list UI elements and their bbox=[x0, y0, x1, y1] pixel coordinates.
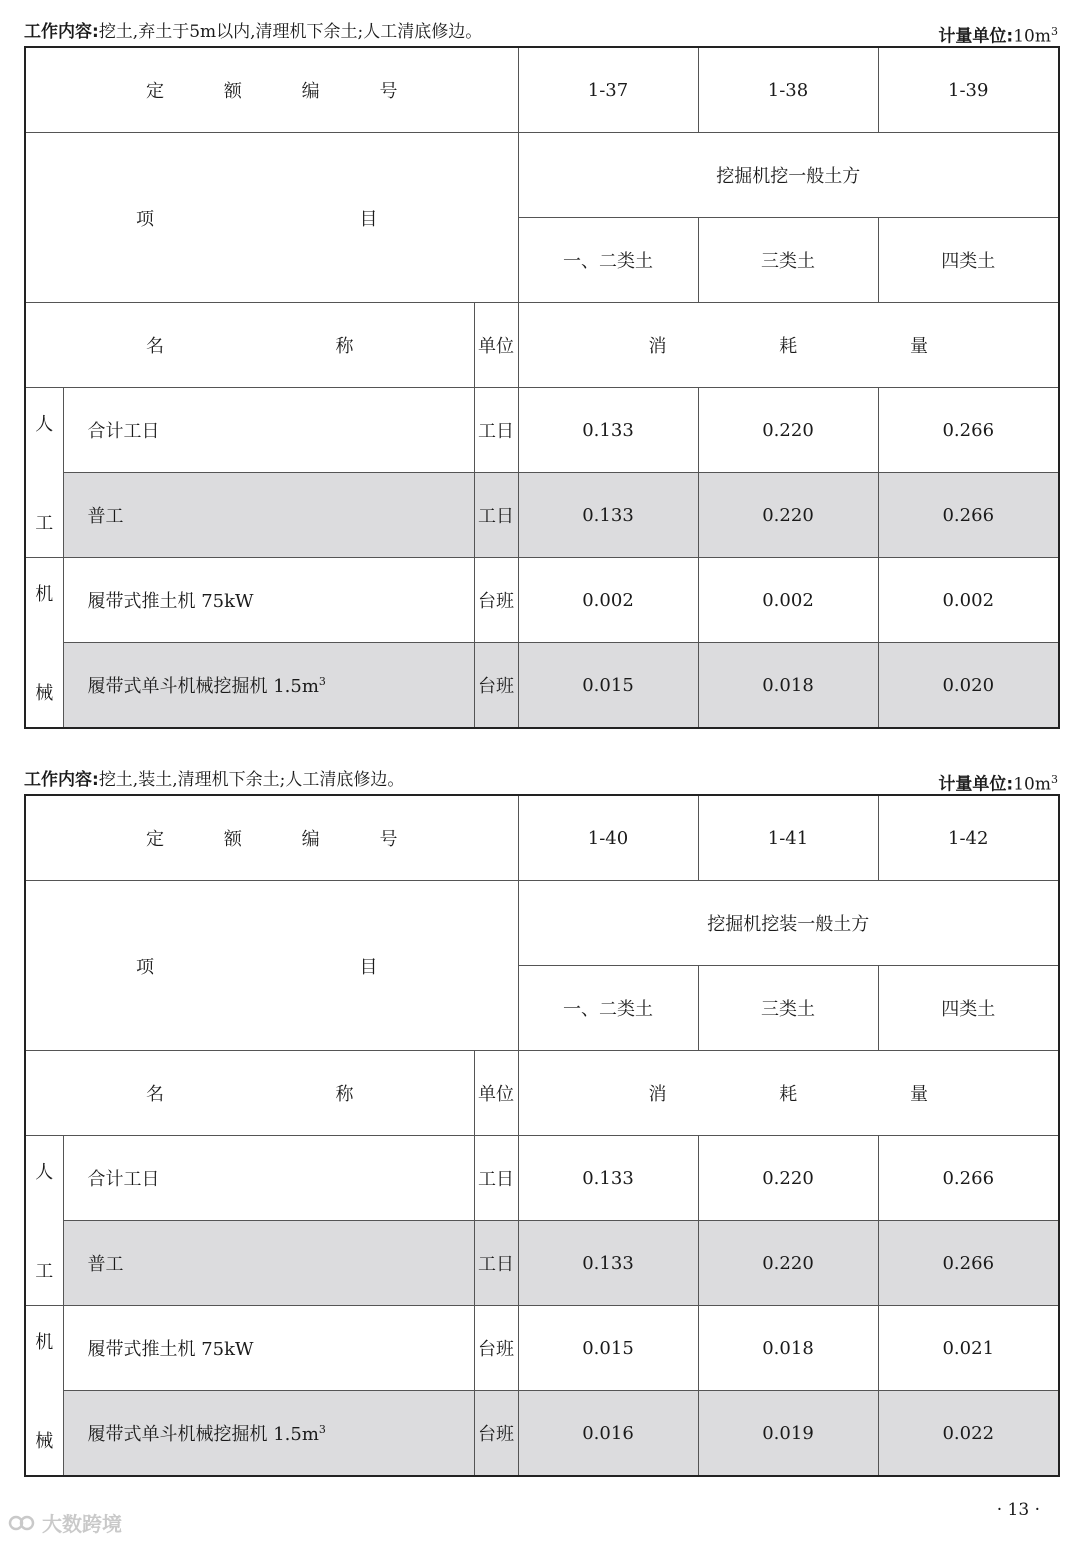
soil-type: 一、二类土 bbox=[518, 218, 698, 303]
resource-unit: 工日 bbox=[474, 473, 518, 558]
quota-code: 1-38 bbox=[698, 47, 878, 133]
group-title: 挖掘机挖一般土方 bbox=[518, 133, 1059, 218]
resource-name: 履带式单斗机械挖掘机 $1.5m^3$ bbox=[63, 1391, 474, 1477]
quota-table bbox=[24, 794, 1060, 1477]
soil-type: 三类土 bbox=[698, 218, 878, 303]
consumption-value: 0.002 bbox=[878, 558, 1059, 643]
labor-category: 人 工 bbox=[25, 1136, 63, 1306]
soil-type: 四类土 bbox=[878, 966, 1059, 1051]
quota-block-2 bbox=[24, 766, 1058, 1477]
unit-label: 计量单位: bbox=[938, 774, 1014, 795]
unit-value: 10m bbox=[1013, 26, 1051, 47]
consumption-value: 0.133 bbox=[518, 473, 698, 558]
resource-name: 履带式单斗机械挖掘机 $1.5m^3$ bbox=[63, 643, 474, 729]
consumption-value: 0.015 bbox=[518, 1306, 698, 1391]
consumption-value: 0.266 bbox=[878, 1221, 1059, 1306]
soil-type: 三类土 bbox=[698, 966, 878, 1051]
table-row bbox=[25, 473, 1059, 558]
consumption-value: 0.018 bbox=[698, 643, 878, 729]
watermark-text: 大数跨境 bbox=[42, 1512, 122, 1536]
consumption-value: 0.016 bbox=[518, 1391, 698, 1477]
consumption-value: 0.021 bbox=[878, 1306, 1059, 1391]
work-content-text: 挖土,装土,清理机下余土;人工清底修边。 bbox=[98, 770, 405, 790]
consumption-value: 0.133 bbox=[518, 1221, 698, 1306]
quota-code: 1-37 bbox=[518, 47, 698, 133]
consumption-value: 0.266 bbox=[878, 1136, 1059, 1221]
code-label-cell: 定 额 编 号 bbox=[25, 795, 518, 881]
consumption-value: 0.220 bbox=[698, 1221, 878, 1306]
unit-value: 10m bbox=[1013, 774, 1051, 795]
consumption-value: 0.220 bbox=[698, 473, 878, 558]
resource-name: 履带式推土机 75kW bbox=[63, 1306, 474, 1391]
labor-category: 人 工 bbox=[25, 388, 63, 558]
quota-code: 1-39 bbox=[878, 47, 1059, 133]
watermark bbox=[8, 1508, 122, 1537]
work-content-text: 挖土,弃土于5m以内,清理机下余土;人工清底修边。 bbox=[98, 22, 483, 42]
quota-code: 1-41 bbox=[698, 795, 878, 881]
resource-unit: 工日 bbox=[474, 1136, 518, 1221]
watermark-logo-icon bbox=[8, 1513, 36, 1533]
consumption-value: 0.002 bbox=[698, 558, 878, 643]
consumption-label-cell: 消 耗 量 bbox=[518, 1051, 1059, 1136]
resource-name: 普工 bbox=[63, 1221, 474, 1306]
table-row bbox=[25, 388, 1059, 473]
consumption-value: 0.133 bbox=[518, 388, 698, 473]
resource-unit: 台班 bbox=[474, 558, 518, 643]
unit-label: 计量单位: bbox=[938, 26, 1014, 47]
consumption-value: 0.018 bbox=[698, 1306, 878, 1391]
code-row bbox=[25, 47, 1059, 133]
resource-unit: 台班 bbox=[474, 1306, 518, 1391]
name-label-cell: 名 称 bbox=[25, 1051, 474, 1136]
consumption-value: 0.266 bbox=[878, 388, 1059, 473]
resource-unit: 工日 bbox=[474, 1221, 518, 1306]
consumption-value: 0.002 bbox=[518, 558, 698, 643]
consumption-value: 0.220 bbox=[698, 1136, 878, 1221]
item-label-cell: 项 目 bbox=[25, 133, 518, 303]
item-label-cell: 项 目 bbox=[25, 881, 518, 1051]
work-content-label: 工作内容: bbox=[24, 770, 99, 790]
work-content-label: 工作内容: bbox=[24, 22, 99, 42]
consumption-value: 0.266 bbox=[878, 473, 1059, 558]
unit-column-label: 单位 bbox=[474, 303, 518, 388]
work-content-line bbox=[24, 18, 1058, 46]
table-row bbox=[25, 1391, 1059, 1477]
quota-table bbox=[24, 46, 1060, 729]
resource-name: 普工 bbox=[63, 473, 474, 558]
consumption-value: 0.022 bbox=[878, 1391, 1059, 1477]
table-row bbox=[25, 643, 1059, 729]
unit-superscript: 3 bbox=[1051, 25, 1058, 38]
consumption-value: 0.015 bbox=[518, 643, 698, 729]
group-title: 挖掘机挖装一般土方 bbox=[518, 881, 1059, 966]
quota-code: 1-42 bbox=[878, 795, 1059, 881]
consumption-value: 0.019 bbox=[698, 1391, 878, 1477]
resource-name: 合计工日 bbox=[63, 388, 474, 473]
consumption-value: 0.220 bbox=[698, 388, 878, 473]
table-row bbox=[25, 1306, 1059, 1391]
resource-name: 履带式推土机 75kW bbox=[63, 558, 474, 643]
table-row bbox=[25, 1136, 1059, 1221]
resource-unit: 台班 bbox=[474, 643, 518, 729]
table-row bbox=[25, 558, 1059, 643]
item-row bbox=[25, 133, 1059, 218]
quota-block-1 bbox=[24, 18, 1058, 729]
page-number: · 13 · bbox=[996, 1500, 1040, 1520]
column-header-row bbox=[25, 303, 1059, 388]
consumption-value: 0.020 bbox=[878, 643, 1059, 729]
soil-type: 四类土 bbox=[878, 218, 1059, 303]
soil-type: 一、二类土 bbox=[518, 966, 698, 1051]
code-row bbox=[25, 795, 1059, 881]
item-row bbox=[25, 881, 1059, 966]
machine-category: 机 械 bbox=[25, 558, 63, 729]
resource-name: 合计工日 bbox=[63, 1136, 474, 1221]
unit-column-label: 单位 bbox=[474, 1051, 518, 1136]
consumption-value: 0.133 bbox=[518, 1136, 698, 1221]
unit-superscript: 3 bbox=[1051, 773, 1058, 786]
name-label-cell: 名 称 bbox=[25, 303, 474, 388]
resource-unit: 工日 bbox=[474, 388, 518, 473]
column-header-row bbox=[25, 1051, 1059, 1136]
table-row bbox=[25, 1221, 1059, 1306]
quota-code: 1-40 bbox=[518, 795, 698, 881]
resource-unit: 台班 bbox=[474, 1391, 518, 1477]
machine-category: 机 械 bbox=[25, 1306, 63, 1477]
work-content-line bbox=[24, 766, 1058, 794]
consumption-label-cell: 消 耗 量 bbox=[518, 303, 1059, 388]
code-label-cell: 定 额 编 号 bbox=[25, 47, 518, 133]
